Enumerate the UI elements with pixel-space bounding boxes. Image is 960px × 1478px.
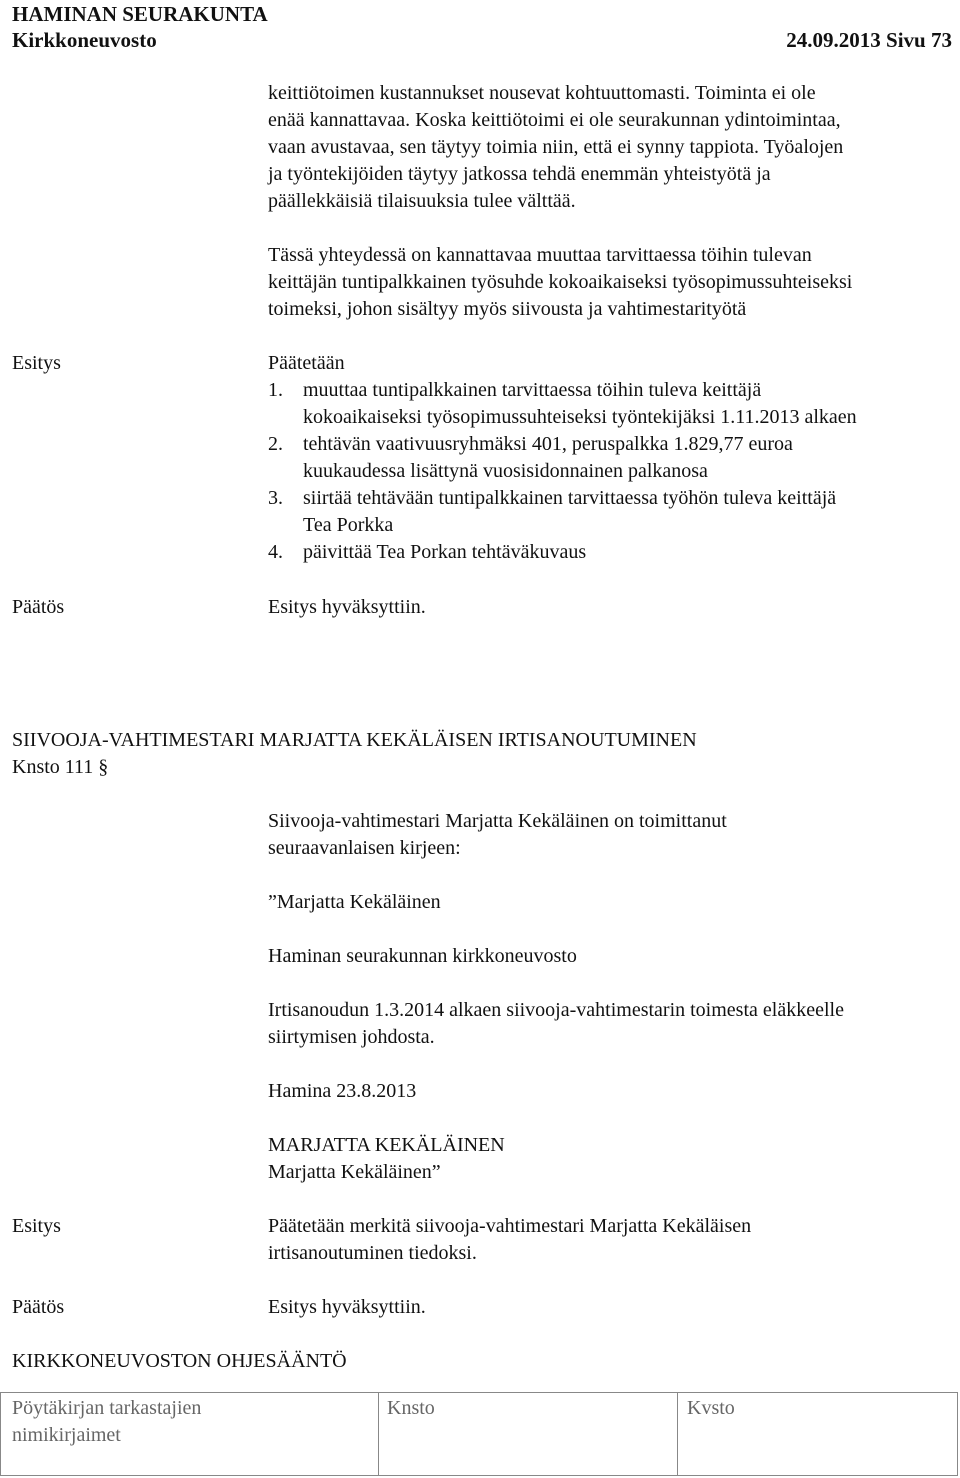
list-item: siirtää tehtävään tuntipalkkainen tarvittaessa työhön tuleva keittäjä xyxy=(303,487,837,509)
text-line: seuraavanlaisen kirjeen: xyxy=(268,837,461,859)
list-item-number: 2. xyxy=(268,433,283,455)
text-line: enää kannattavaa. Koska keittiötoimi ei ole seurakunnan ydintoimintaa, xyxy=(268,109,841,131)
text-line: ja työntekijöiden täytyy jatkossa tehdä enemmän yhteistyötä ja xyxy=(268,163,771,185)
list-item-number: 3. xyxy=(268,487,283,509)
letter-place-date: Hamina 23.8.2013 xyxy=(268,1080,417,1102)
list-item: tehtävän vaativuusryhmäksi 401, peruspalkka 1.829,77 euroa xyxy=(303,433,793,455)
text-line: keittiötoimen kustannukset nousevat kohtuuttomasti. Toiminta ei ole xyxy=(268,82,816,104)
text-line: vaan avustavaa, sen täytyy toimia niin, että ei synny tappiota. Työalojen xyxy=(268,136,844,158)
list-item-number: 4. xyxy=(268,541,283,563)
text-line: siirtymisen johdosta. xyxy=(268,1026,435,1048)
section-title: SIIVOOJA-VAHTIMESTARI MARJATTA KEKÄLÄISEN IRTISANOUTUMINEN xyxy=(12,729,697,751)
footer-knsto-label: Knsto xyxy=(387,1397,435,1419)
knsto-number: Knsto 111 § xyxy=(12,756,109,778)
letter-to: Haminan seurakunnan kirkkoneuvosto xyxy=(268,945,577,967)
section-title: KIRKKONEUVOSTON OHJESÄÄNTÖ xyxy=(12,1350,347,1372)
text-line: Päätetään merkitä siivooja-vahtimestari Marjatta Kekäläisen xyxy=(268,1215,752,1237)
paatos-text: Esitys hyväksyttiin. xyxy=(268,1296,426,1318)
list-item-number: 1. xyxy=(268,379,283,401)
text-line: Siivooja-vahtimestari Marjatta Kekäläinen on toimittanut xyxy=(268,810,727,832)
text-line: Irtisanoudun 1.3.2014 alkaen siivooja-vahtimestarin toimesta eläkkeelle xyxy=(268,999,844,1021)
esitys-label: Esitys xyxy=(12,1215,61,1237)
signature-caps: MARJATTA KEKÄLÄINEN xyxy=(268,1134,505,1156)
list-item: kokoaikaiseksi työsopimussuhteiseksi työntekijäksi 1.11.2013 alkaen xyxy=(303,406,857,428)
paatos-label: Päätös xyxy=(12,596,65,618)
signature-name: Marjatta Kekäläinen” xyxy=(268,1161,441,1183)
esitys-label: Esitys xyxy=(12,352,61,374)
meeting-body: Kirkkoneuvosto xyxy=(12,28,157,52)
letter-from: ”Marjatta Kekäläinen xyxy=(268,891,441,913)
date-page: 24.09.2013 Sivu 73 xyxy=(786,28,952,52)
list-item: Tea Porkka xyxy=(303,514,394,536)
list-item: päivittää Tea Porkan tehtäväkuvaus xyxy=(303,541,587,563)
list-item: kuukaudessa lisättynä vuosisidonnainen palkanosa xyxy=(303,460,708,482)
footer-reviewers-label: Pöytäkirjan tarkastajien xyxy=(12,1397,202,1419)
footer-initials-label: nimikirjaimet xyxy=(12,1424,121,1446)
footer-divider xyxy=(677,1393,678,1475)
list-item: muuttaa tuntipalkkainen tarvittaessa töihin tuleva keittäjä xyxy=(303,379,762,401)
text-line: keittäjän tuntipalkkainen työsuhde kokoaikaiseksi työsopimussuhteiseksi xyxy=(268,271,853,293)
text-line: toimeksi, johon sisältyy myös siivousta ja vahtimestarityötä xyxy=(268,298,747,320)
text-line: irtisanoutuminen tiedoksi. xyxy=(268,1242,477,1264)
esitys-intro: Päätetään xyxy=(268,352,345,374)
signature-footer xyxy=(0,1392,958,1476)
paatos-label: Päätös xyxy=(12,1296,65,1318)
paatos-text: Esitys hyväksyttiin. xyxy=(268,596,426,618)
text-line: Tässä yhteydessä on kannattavaa muuttaa tarvittaessa töihin tulevan xyxy=(268,244,812,266)
text-line: päällekkäisiä tilaisuuksia tulee välttää. xyxy=(268,190,576,212)
footer-kvsto-label: Kvsto xyxy=(687,1397,735,1419)
org-name: HAMINAN SEURAKUNTA xyxy=(12,2,268,26)
footer-divider xyxy=(378,1393,379,1475)
